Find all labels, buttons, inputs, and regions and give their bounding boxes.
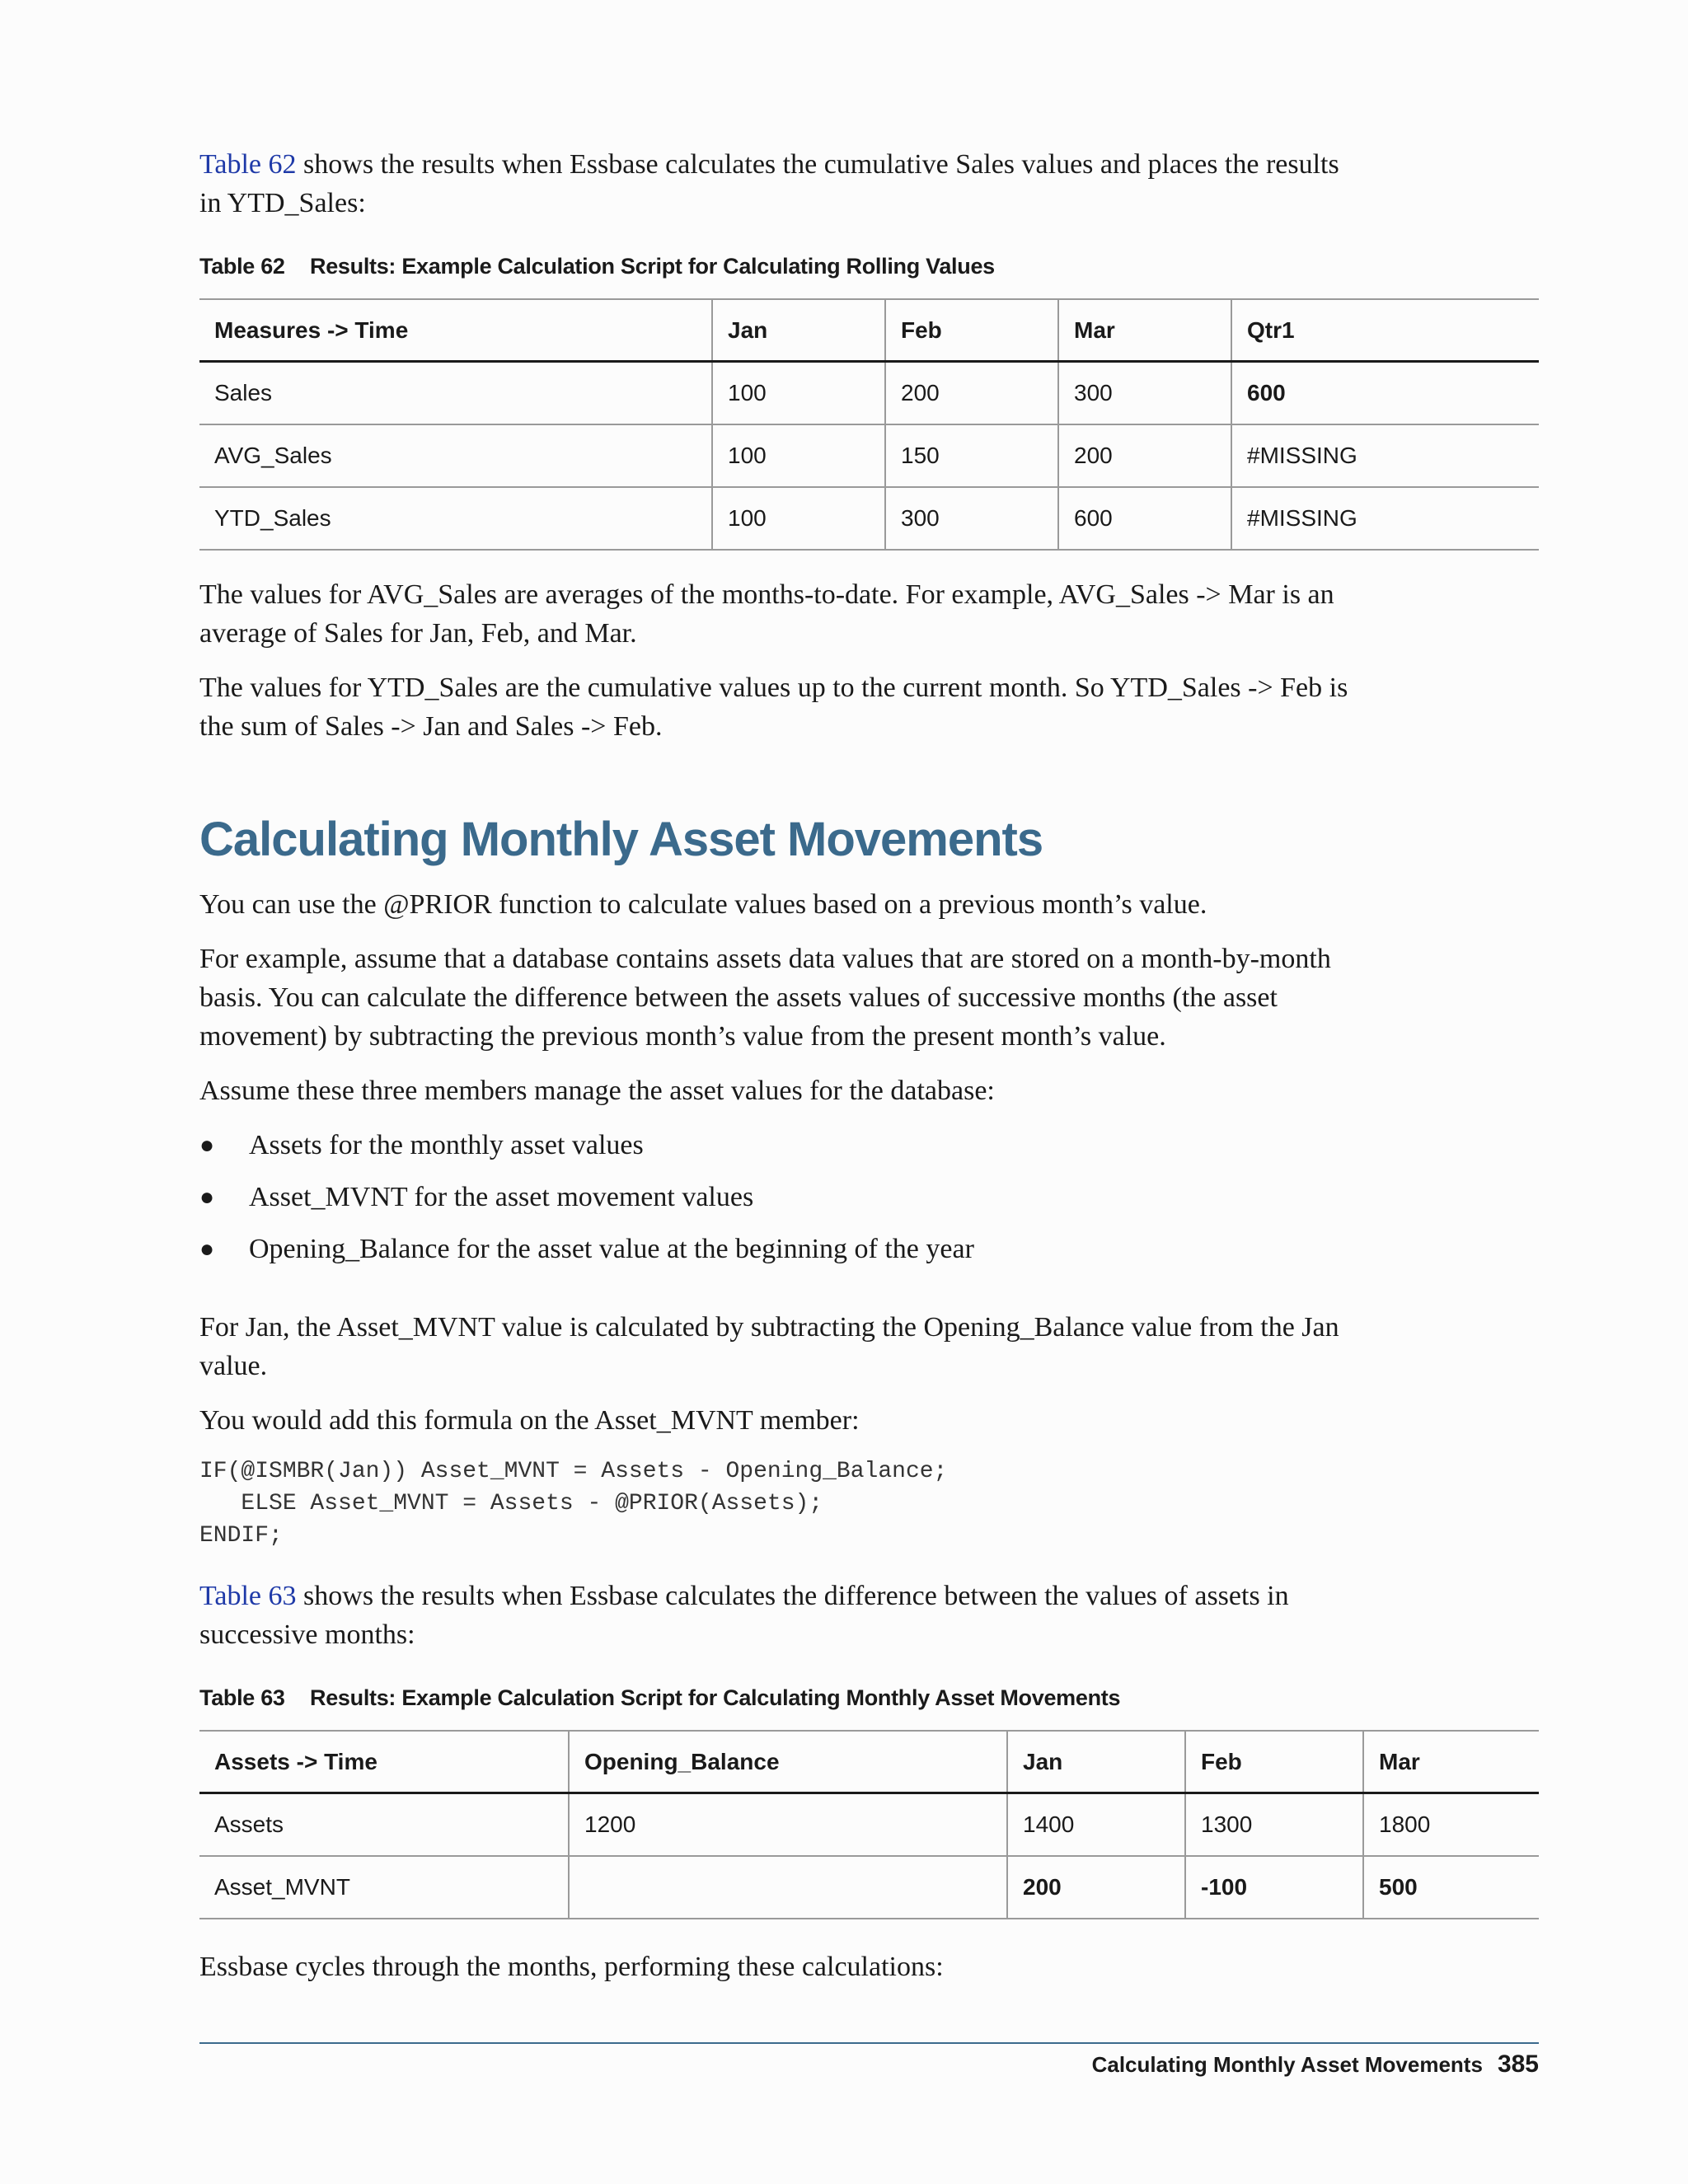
intro-paragraph: [199, 145, 1362, 223]
column-header: Mar: [1058, 299, 1231, 362]
column-header: Jan: [1007, 1731, 1185, 1793]
list-item-text: Asset_MVNT for the asset movement values: [249, 1182, 754, 1212]
table-cell: #MISSING: [1247, 443, 1357, 468]
table-cell: 150: [885, 424, 1058, 487]
page-footer: [1092, 2050, 1539, 2079]
paragraph: For example, assume that a database contains assets data values that are stored on a month-by-month basis. You can calculate the difference between the assets values of successive months (the asset movement) by subtracting the previous month’s value from the present month’s value.: [199, 944, 1331, 1052]
table-63-link[interactable]: Table 63: [199, 1581, 297, 1611]
table-cell: AVG_Sales: [199, 424, 712, 487]
column-header: Qtr1: [1247, 316, 1295, 343]
table-cell: 100: [712, 362, 885, 425]
paragraph: The values for YTD_Sales are the cumulative values up to the current month. So YTD_Sales -> Feb is the sum of Sales -> Jan and Sales -> Feb.: [199, 673, 1348, 742]
bullet-list: [199, 1126, 1539, 1268]
code-block: IF(@ISMBR(Jan)) Asset_MVNT = Assets - Opening_Balance; ELSE Asset_MVNT = Assets - @PRIOR(Assets); ENDIF;: [199, 1459, 948, 1549]
paragraph: You can use the @PRIOR function to calculate values based on a previous month’s value.: [199, 889, 1207, 920]
table-cell: Sales: [199, 362, 712, 425]
list-item: [199, 1230, 1539, 1268]
table-header-row: [199, 1731, 1539, 1793]
table-cell: Assets: [199, 1793, 569, 1857]
column-header: Mar: [1379, 1748, 1420, 1774]
table-63: [199, 1730, 1539, 1919]
table-number: Table 62: [199, 254, 285, 279]
table-62: [199, 298, 1539, 551]
table-row: [199, 424, 1539, 487]
table-cell: 500: [1379, 1874, 1418, 1900]
table-cell: 600: [1247, 380, 1286, 405]
paragraph: For Jan, the Asset_MVNT value is calculated by subtracting the Opening_Balance value from the Jan value.: [199, 1312, 1339, 1381]
intro-text: shows the results when Essbase calculates the difference between the values of assets in successive months:: [199, 1581, 1289, 1650]
table-row: [199, 1856, 1539, 1919]
table-cell: YTD_Sales: [199, 487, 712, 550]
table-row: [199, 487, 1539, 550]
column-header: Feb: [1185, 1731, 1363, 1793]
paragraph: You would add this formula on the Asset_MVNT member:: [199, 1405, 860, 1436]
footer-divider: [199, 2042, 1539, 2044]
table-cell: Asset_MVNT: [199, 1856, 569, 1919]
table-cell: #MISSING: [1247, 505, 1357, 531]
table-header-row: [199, 299, 1539, 362]
bullet-icon: ●: [199, 1132, 215, 1159]
bullet-icon: ●: [199, 1235, 215, 1263]
intro-text: shows the results when Essbase calculates the cumulative Sales values and places the results in YTD_Sales:: [199, 149, 1339, 218]
column-header: Opening_Balance: [569, 1731, 1007, 1793]
table-cell: 200: [885, 362, 1058, 425]
table-cell: 100: [712, 487, 885, 550]
column-header: Assets -> Time: [199, 1731, 569, 1793]
caption-text: Results: Example Calculation Script for Calculating Monthly Asset Movements: [310, 1685, 1121, 1710]
page-number: 385: [1497, 2050, 1539, 2078]
table-cell: 600: [1058, 487, 1231, 550]
list-item-text: Assets for the monthly asset values: [249, 1130, 644, 1160]
table-62-caption: [199, 254, 1539, 279]
list-item: [199, 1178, 1539, 1216]
table-cell: 1200: [569, 1793, 1007, 1857]
table-cell: 1400: [1007, 1793, 1185, 1857]
table-62-link[interactable]: Table 62: [199, 149, 297, 180]
table-cell: [569, 1856, 1007, 1919]
list-item: [199, 1126, 1539, 1165]
paragraph: The values for AVG_Sales are averages of the months-to-date. For example, AVG_Sales -> Mar is an average of Sales for Jan, Feb, and Mar.: [199, 579, 1334, 649]
table-cell: 200: [1007, 1856, 1185, 1919]
table-cell: 300: [885, 487, 1058, 550]
table-63-caption: [199, 1685, 1539, 1711]
column-header: Jan: [712, 299, 885, 362]
table-cell: 100: [712, 424, 885, 487]
section-heading: Calculating Monthly Asset Movements: [199, 813, 1043, 866]
paragraph: Assume these three members manage the asset values for the database:: [199, 1076, 995, 1106]
page-content: [199, 145, 1539, 2002]
footer-title: Calculating Monthly Asset Movements: [1091, 2052, 1483, 2077]
table-cell: 1300: [1185, 1793, 1363, 1857]
table-cell: 1800: [1379, 1811, 1431, 1837]
table-row: [199, 362, 1539, 425]
table-cell: -100: [1185, 1856, 1363, 1919]
table-row: [199, 1793, 1539, 1857]
table-cell: 300: [1058, 362, 1231, 425]
bullet-icon: ●: [199, 1183, 215, 1211]
column-header: Measures -> Time: [199, 299, 712, 362]
caption-text: Results: Example Calculation Script for Calculating Rolling Values: [310, 254, 995, 279]
intro-paragraph: [199, 1577, 1362, 1654]
table-cell: 200: [1058, 424, 1231, 487]
table-number: Table 63: [199, 1685, 285, 1710]
paragraph: Essbase cycles through the months, performing these calculations:: [199, 1952, 944, 1982]
list-item-text: Opening_Balance for the asset value at the beginning of the year: [249, 1234, 974, 1264]
column-header: Feb: [885, 299, 1058, 362]
